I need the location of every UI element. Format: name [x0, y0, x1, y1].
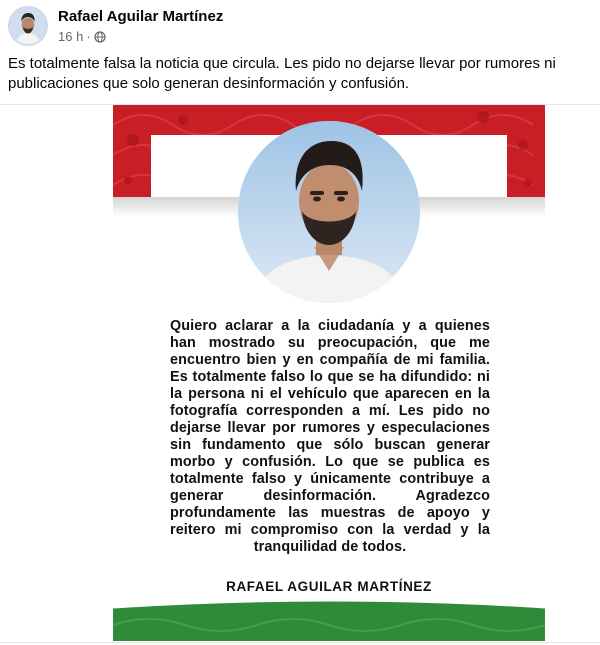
statement-text: Quiero aclarar a la ciudadanía y a quienes han mostrado su preocupación, que me encuentro bien y en compañía de mi familia. Es totalmente falso lo que se ha difundido: ni la persona ni el vehículo que aparecen en la fotografía corresponden a mí. Les pido no dejarse llevar por rumores y especulaciones sin fundamento que sólo buscan generar morbo y confusión. Lo que se publica es totalmente falso y únicamente contribuye a generar desinformación. Agradezco profundamente las muestras de apoyo y reitero mi compromiso con la verdad y la tranquilidad de todos.	[170, 318, 490, 555]
profile-photo	[10, 8, 46, 44]
statement-signature: RAFAEL AGUILAR MARTÍNEZ	[226, 579, 432, 594]
globe-icon[interactable]	[94, 31, 106, 43]
green-band	[113, 593, 545, 641]
portrait-photo	[238, 121, 420, 303]
avatar[interactable]	[8, 6, 48, 46]
post-meta	[58, 29, 106, 44]
post-image[interactable]	[113, 105, 545, 641]
bottom-divider	[0, 642, 600, 643]
meta-separator: ·	[86, 29, 91, 44]
green-band-graphic	[113, 593, 545, 641]
post-time[interactable]: 16 h	[58, 29, 84, 44]
post-text: Es totalmente falsa la noticia que circula. Les pido no dejarse llevar por rumores ni publicaciones que solo generan desinformación y confusión.	[8, 55, 556, 92]
post-header	[8, 6, 588, 48]
portrait-illustration	[238, 121, 420, 303]
author-name[interactable]: Rafael Aguilar Martínez	[58, 8, 224, 25]
